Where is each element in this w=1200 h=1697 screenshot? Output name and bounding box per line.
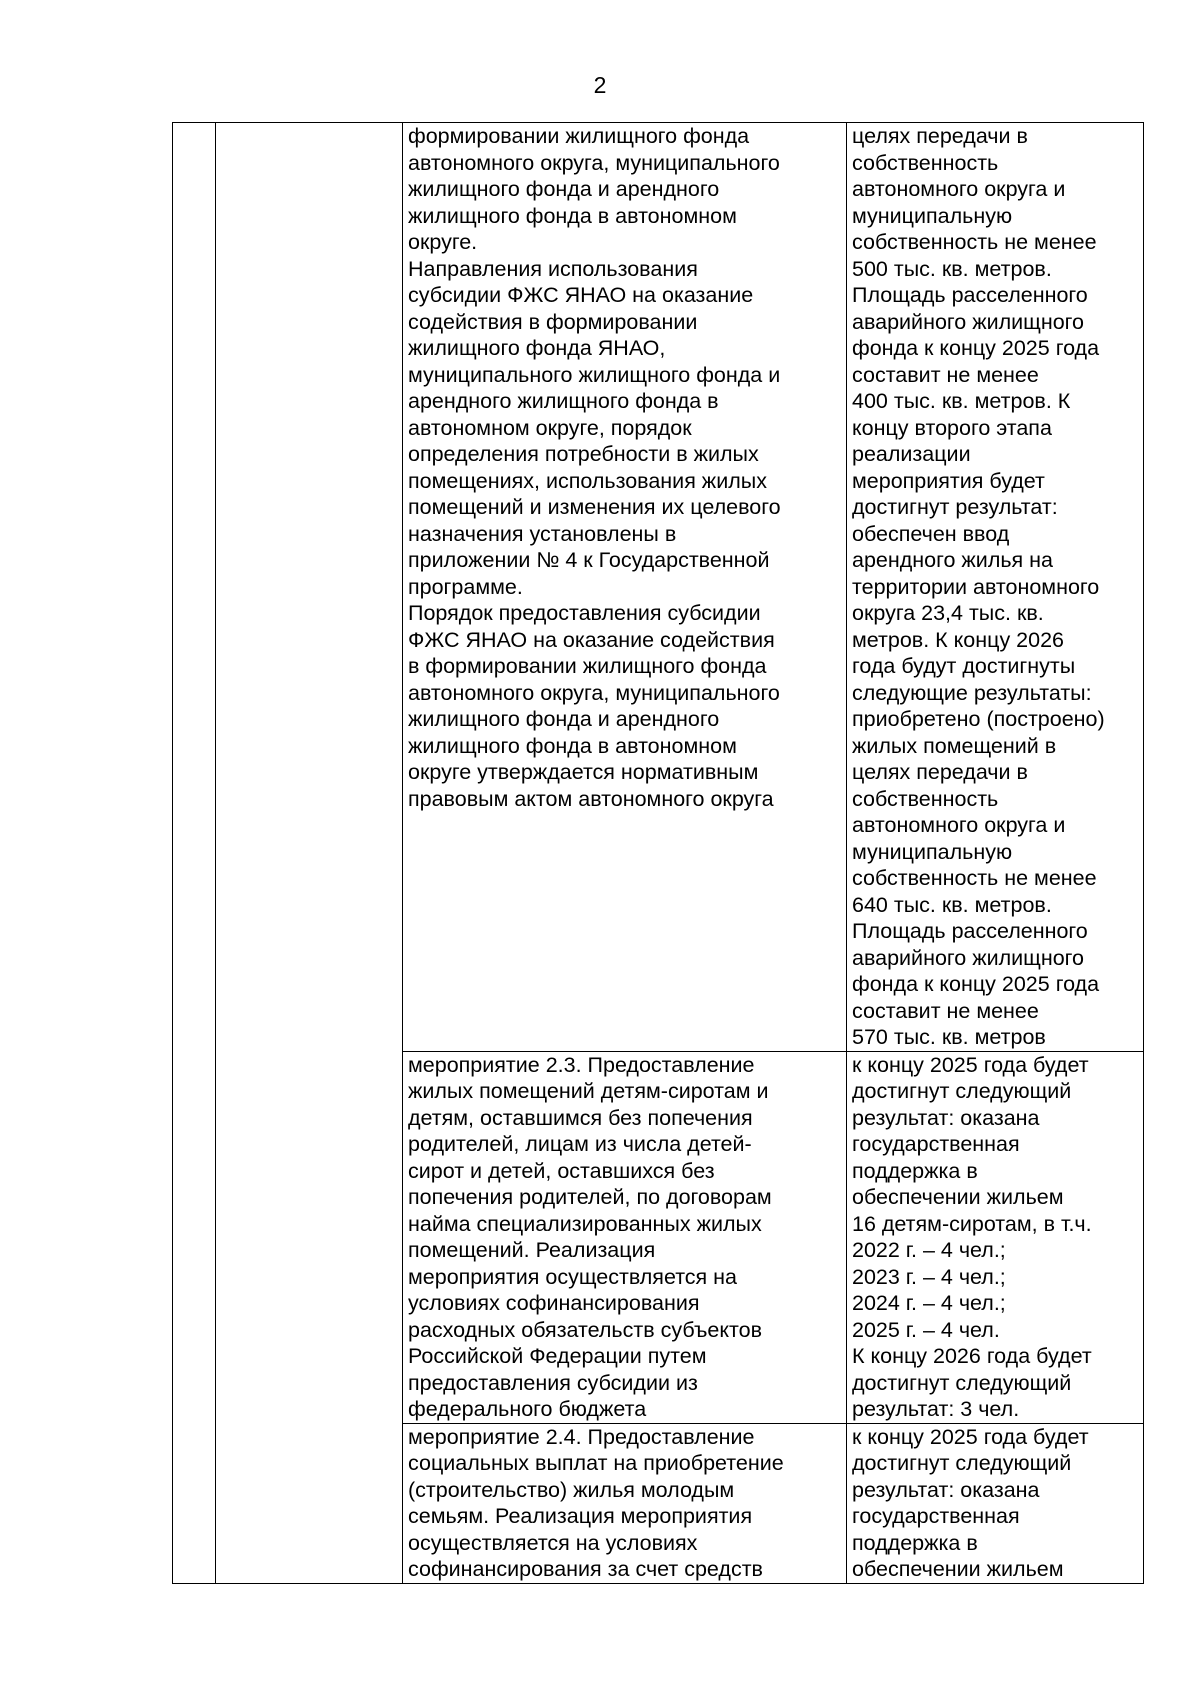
cell-text-line: в формировании жилищного фонда: [408, 654, 767, 678]
cell-text-line: формировании жилищного фонда: [408, 124, 750, 148]
cell-text-line: составит не менее: [852, 362, 1039, 387]
cell-text-line: 400 тыс. кв. метров. К: [852, 389, 1071, 413]
cell-text-line: мероприятия будет: [852, 468, 1045, 493]
result-cell: [847, 123, 1144, 1052]
program-table-body: [173, 123, 1144, 1584]
cell-text-line: Российской Федерации путем: [408, 1344, 707, 1368]
result-cell: [847, 1423, 1144, 1583]
cell-text-line: помещениях, использования жилых: [408, 468, 767, 493]
cell-text-line: обеспечении жильем: [852, 1185, 1064, 1209]
cell-text-line: найма специализированных жилых: [408, 1211, 762, 1236]
cell-text-line: аварийного жилищного: [852, 309, 1084, 334]
cell-text-line: федерального бюджета: [408, 1397, 647, 1421]
cell-text-line: составит не менее: [852, 998, 1039, 1023]
cell-text-line: автономного округа, муниципального: [408, 680, 780, 705]
cell-text-line: фонда к концу 2025 года: [852, 336, 1100, 360]
cell-text-line: реализации: [852, 442, 971, 466]
cell-text-line: к концу 2025 года будет: [852, 1424, 1089, 1449]
cell-text-line: 2024 г. – 4 чел.;: [852, 1291, 1006, 1315]
cell-text-line: К концу 2026 года будет: [852, 1344, 1092, 1368]
cell-text-line: автономного округа и: [852, 813, 1066, 837]
cell-text-line: 2023 г. – 4 чел.;: [852, 1264, 1006, 1289]
cell-text-line: мероприятия осуществляется на: [408, 1264, 737, 1289]
cell-text-line: условиях софинансирования: [408, 1291, 700, 1315]
result-cell: [847, 1051, 1144, 1423]
cell-text-line: 640 тыс. кв. метров.: [852, 892, 1052, 917]
cell-text-line: округе утверждается нормативным: [408, 760, 759, 784]
cell-text-line: государственная: [852, 1504, 1020, 1528]
cell-text-line: метров. К концу 2026: [852, 627, 1064, 652]
cell-text-line: округа 23,4 тыс. кв.: [852, 601, 1044, 625]
cell-text-line: обеспечен ввод: [852, 521, 1010, 546]
cell-text-line: содействия в формировании: [408, 309, 698, 334]
cell-text-line: муниципальную: [852, 839, 1013, 864]
cell-text-line: мероприятие 2.4. Предоставление: [408, 1424, 755, 1449]
cell-text-line: мероприятие 2.3. Предоставление: [408, 1052, 755, 1077]
cell-text-line: социальных выплат на приобретение: [408, 1451, 784, 1475]
cell-text-line: 16 детям-сиротам, в т.ч.: [852, 1211, 1092, 1236]
cell-text-line: назначения установлены в: [408, 521, 677, 546]
cell-text-line: приложении № 4 к Государственной: [408, 548, 770, 572]
cell-text-line: приобретено (построено): [852, 707, 1105, 731]
cell-text-line: округе.: [408, 230, 478, 254]
cell-text-line: субсидии ФЖС ЯНАО на оказание: [408, 283, 754, 307]
page-number: 2: [593, 72, 607, 98]
cell-text-line: территории автономного: [852, 574, 1100, 599]
cell-text-line: фонда к концу 2025 года: [852, 972, 1100, 996]
cell-text-line: арендного жилищного фонда в: [408, 389, 719, 413]
cell-text-line: аварийного жилищного: [852, 945, 1084, 970]
cell-text-line: результат: оказана: [852, 1477, 1040, 1502]
cell-text-line: жилищного фонда в автономном: [408, 733, 737, 758]
description-cell: [403, 1423, 847, 1583]
number-cell: [173, 123, 216, 1584]
cell-text-line: жилых помещений детям-сиротам и: [408, 1079, 769, 1103]
cell-text-line: обеспечении жильем: [852, 1557, 1064, 1581]
cell-text-line: 570 тыс. кв. метров: [852, 1025, 1046, 1049]
cell-text-line: собственность: [852, 150, 999, 175]
cell-text-line: расходных обязательств субъектов: [408, 1317, 762, 1342]
cell-text-line: результат: оказана: [852, 1105, 1040, 1130]
cell-text-line: определения потребности в жилых: [408, 442, 759, 466]
cell-text-line: жилищного фонда в автономном: [408, 203, 737, 228]
cell-text-line: автономного округа и: [852, 177, 1066, 201]
name-cell: [216, 123, 403, 1584]
cell-text-line: собственность не менее: [852, 230, 1097, 254]
cell-text-line: помещений и изменения их целевого: [408, 495, 781, 519]
cell-text-line: арендного жилья на: [852, 548, 1054, 572]
cell-text-line: достигнут результат:: [852, 495, 1058, 519]
cell-text-line: ФЖС ЯНАО на оказание содействия: [408, 627, 775, 652]
cell-text-line: родителей, лицам из числа детей-: [408, 1132, 752, 1156]
cell-text-line: достигнут следующий: [852, 1451, 1072, 1475]
cell-text-line: детям, оставшимся без попечения: [408, 1105, 753, 1130]
cell-text-line: года будут достигнуты: [852, 654, 1076, 678]
cell-text-line: Площадь расселенного: [852, 283, 1088, 307]
cell-text-line: 2025 г. – 4 чел.: [852, 1317, 1000, 1342]
cell-text-line: Порядок предоставления субсидии: [408, 601, 761, 625]
cell-text-line: софинансирования за счет средств: [408, 1557, 763, 1581]
cell-text-line: собственность не менее: [852, 866, 1097, 890]
cell-text-line: поддержка в: [852, 1158, 978, 1183]
cell-text-line: автономном округе, порядок: [408, 415, 692, 440]
cell-text-line: жилищного фонда ЯНАО,: [408, 336, 666, 360]
cell-text-line: жилых помещений в: [852, 733, 1057, 758]
description-cell: [403, 123, 847, 1052]
program-table: [172, 122, 1144, 1584]
cell-text-line: следующие результаты:: [852, 680, 1092, 705]
cell-text-line: достигнут следующий: [852, 1079, 1072, 1103]
cell-text-line: сирот и детей, оставшихся без: [408, 1158, 715, 1183]
cell-text-line: жилищного фонда и арендного: [408, 177, 720, 201]
table-row: [173, 123, 1144, 1052]
cell-text-line: (строительство) жилья молодым: [408, 1477, 735, 1502]
cell-text-line: к концу 2025 года будет: [852, 1052, 1089, 1077]
cell-text-line: 2022 г. – 4 чел.;: [852, 1238, 1006, 1262]
cell-text-line: концу второго этапа: [852, 415, 1052, 440]
cell-text-line: осуществляется на условиях: [408, 1530, 698, 1555]
cell-text-line: Площадь расселенного: [852, 919, 1088, 943]
cell-text-line: собственность: [852, 786, 999, 811]
cell-text-line: муниципальную: [852, 203, 1013, 228]
cell-text-line: предоставления субсидии из: [408, 1370, 698, 1395]
cell-text-line: целях передачи в: [852, 760, 1028, 784]
cell-text-line: достигнут следующий: [852, 1370, 1072, 1395]
cell-text-line: государственная: [852, 1132, 1020, 1156]
description-cell: [403, 1051, 847, 1423]
cell-text-line: попечения родителей, по договорам: [408, 1185, 772, 1209]
cell-text-line: жилищного фонда и арендного: [408, 707, 720, 731]
cell-text-line: 500 тыс. кв. метров.: [852, 256, 1052, 281]
cell-text-line: автономного округа, муниципального: [408, 150, 780, 175]
cell-text-line: помещений. Реализация: [408, 1238, 656, 1262]
cell-text-line: семьям. Реализация мероприятия: [408, 1504, 753, 1528]
cell-text-line: правовым актом автономного округа: [408, 786, 774, 811]
cell-text-line: Направления использования: [408, 256, 698, 281]
cell-text-line: целях передачи в: [852, 124, 1028, 148]
cell-text-line: муниципального жилищного фонда и: [408, 362, 781, 387]
cell-text-line: результат: 3 чел.: [852, 1397, 1020, 1421]
cell-text-line: программе.: [408, 574, 523, 599]
cell-text-line: поддержка в: [852, 1530, 978, 1555]
